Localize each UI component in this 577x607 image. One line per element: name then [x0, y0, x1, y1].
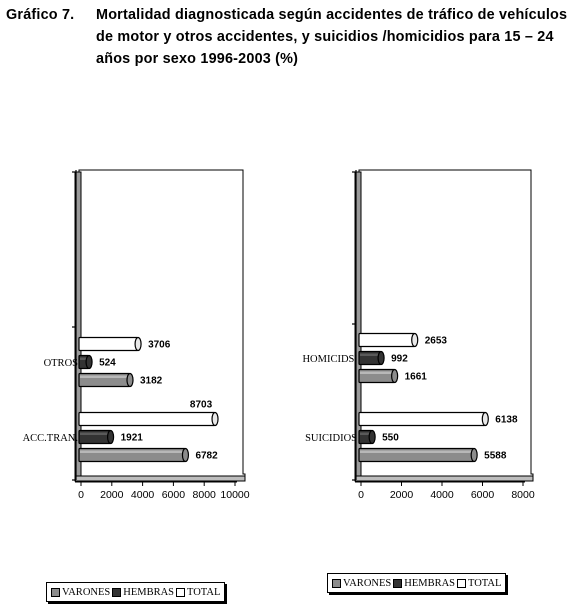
legend-label-hembras: HEMBRAS	[404, 577, 455, 589]
bar-cap	[108, 431, 114, 444]
legend-right	[327, 573, 506, 593]
plot-floor	[355, 476, 533, 481]
bar-body	[359, 449, 474, 462]
bar-varones-suicidios	[359, 449, 477, 462]
bar-hembras-otros	[79, 356, 92, 369]
legend-label-varones: VARONES	[343, 577, 392, 589]
x-tick-label: 6000	[470, 489, 495, 501]
bar-highlight	[80, 433, 109, 436]
legend-swatch-varones	[332, 579, 341, 588]
bar-body	[359, 334, 415, 347]
bar-total-suicidios	[359, 413, 488, 426]
bar-total-otros	[79, 338, 141, 351]
chart-panel-right	[302, 170, 534, 501]
bar-total-homicids	[359, 334, 418, 347]
value-label-hembras-otros: 524	[99, 357, 116, 369]
value-label-total-homicids: 2653	[424, 335, 447, 347]
category-label-acc-tran: ACC.TRAN.	[22, 433, 78, 444]
figure-number: Gráfico 7.	[6, 7, 75, 23]
category-label-suicidios: SUICIDIOS	[305, 433, 357, 444]
bar-body	[359, 413, 485, 426]
legend-swatch-hembras	[112, 588, 121, 597]
legend-swatch-hembras	[393, 579, 402, 588]
bar-highlight	[360, 372, 393, 375]
x-tick-label: 0	[78, 489, 84, 501]
bar-body	[359, 370, 395, 383]
x-tick-label: 2000	[389, 489, 414, 501]
legend-item-total	[457, 578, 501, 589]
category-label-homicids: HOMICIDS.	[302, 354, 357, 365]
legend-swatch-total	[457, 579, 466, 588]
value-label-varones-homicids: 1661	[404, 371, 427, 383]
bar-cap	[412, 334, 418, 347]
bar-hembras-suicidios	[359, 431, 375, 444]
bar-highlight	[80, 451, 183, 454]
value-label-varones-suicidios: 5588	[484, 450, 507, 462]
bar-varones-acc-tran	[79, 449, 188, 462]
legend-item-hembras	[393, 578, 455, 589]
bar-body	[79, 338, 138, 351]
plot-floor	[75, 476, 245, 481]
value-label-hembras-homicids: 992	[391, 353, 408, 365]
bar-highlight	[360, 433, 370, 436]
category-label-otros: OTROS	[43, 358, 78, 369]
bar-varones-otros	[79, 374, 133, 387]
x-tick-label: 8000	[511, 489, 535, 501]
chart-panel-left	[23, 170, 250, 501]
bar-cap	[392, 370, 398, 383]
legend-left	[46, 582, 225, 602]
x-tick-label: 10000	[220, 489, 250, 501]
x-tick-label: 0	[358, 489, 364, 501]
legend-swatch-varones	[51, 588, 60, 597]
legend-label-varones: VARONES	[62, 586, 111, 598]
legend-item-hembras	[112, 587, 174, 598]
value-label-hembras-suicidios: 550	[382, 432, 399, 444]
title-text: Mortalidad diagnosticada según accidentes de tráfico de vehículos de motor y otros accidentes, y suicidios /homicidios para 15 – 24 años por sexo 1996-2003 (%)	[96, 7, 568, 67]
bar-highlight	[80, 376, 128, 379]
bar-body	[79, 431, 111, 444]
legend-label-total: TOTAL	[468, 577, 502, 589]
x-tick-label: 2000	[100, 489, 124, 501]
bar-cap	[127, 374, 133, 387]
bar-highlight	[360, 354, 379, 357]
value-label-varones-otros: 3182	[140, 375, 163, 387]
legend-label-hembras: HEMBRAS	[123, 586, 174, 598]
bar-hembras-acc-tran	[79, 431, 114, 444]
value-label-total-otros: 3706	[148, 339, 171, 351]
bar-varones-homicids	[359, 370, 398, 383]
bar-cap	[135, 338, 141, 351]
bar-hembras-homicids	[359, 352, 384, 365]
bar-body	[79, 413, 215, 426]
x-tick-label: 6000	[161, 489, 186, 501]
bar-highlight	[360, 451, 472, 454]
value-label-total-suicidios: 6138	[495, 414, 518, 426]
bar-total-acc-tran	[79, 413, 218, 426]
bar-body	[79, 374, 130, 387]
legend-item-varones	[51, 587, 110, 598]
x-tick-label: 4000	[130, 489, 155, 501]
legend-label-total: TOTAL	[187, 586, 221, 598]
bar-cap	[471, 449, 477, 462]
bar-cap	[378, 352, 384, 365]
legend-item-varones	[332, 578, 391, 589]
value-label-varones-acc-tran: 6782	[195, 450, 218, 462]
bar-cap	[86, 356, 92, 369]
x-tick-label: 4000	[430, 489, 454, 501]
x-tick-label: 8000	[192, 489, 216, 501]
bar-cap	[482, 413, 488, 426]
value-label-total-acc-tran: 8703	[189, 399, 213, 411]
bar-cap	[369, 431, 375, 444]
legend-item-total	[176, 587, 220, 598]
legend-swatch-total	[176, 588, 185, 597]
bar-body	[79, 449, 185, 462]
bar-cap	[182, 449, 188, 462]
value-label-hembras-acc-tran: 1921	[120, 432, 143, 444]
bar-cap	[212, 413, 218, 426]
